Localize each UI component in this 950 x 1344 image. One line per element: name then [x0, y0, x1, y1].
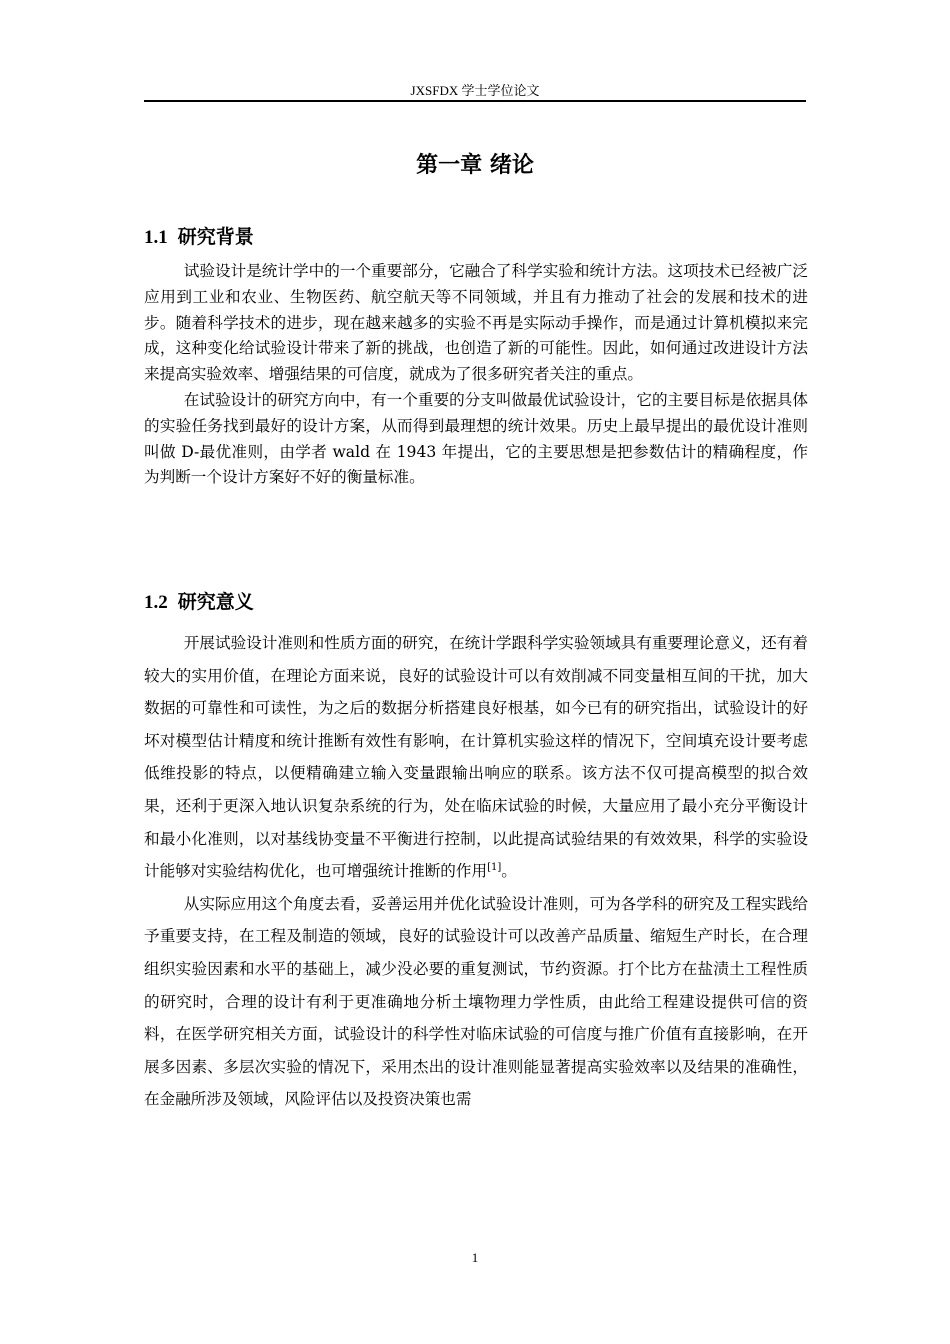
section-heading-1-1	[144, 222, 254, 249]
page-number: 1	[471, 1250, 479, 1265]
paragraph: 在试验设计的研究方向中，有一个重要的分支叫做最优试验设计，它的主要目标是依据具体的实验任务找到最好的设计方案，从而得到最理想的统计效果。历史上最早提出的最优设计准则叫做 D-最优准则，由学者 wald 在 1943 年提出，它的主要思想是把参数估计的精确程度，作为判断一个设计方案好不好的衡量标准。	[144, 390, 808, 487]
section-1-1-body	[144, 259, 808, 491]
paragraph: 从实际应用这个角度去看，妥善运用并优化试验设计准则，可为各学科的研究及工程实践给予重要支持，在工程及制造的领域，良好的试验设计可以改善产品质量、缩短生产时长，在合理组织实验因素和水平的基础上，减少没必要的重复测试，节约资源。打个比方在盐渍土工程性质的研究时，合理的设计有利于更准确地分析土壤物理力学性质，由此给工程建设提供可信的资料，在医学研究相关方面，试验设计的科学性对临床试验的可信度与推广价值有直接影响，在开展多因素、多层次实验的情况下，采用杰出的设计准则能显著提高实验效率以及结果的准确性，在金融所涉及领域，风险评估以及投资决策也需	[144, 894, 808, 1109]
section-heading-1-2	[144, 587, 254, 614]
section-title-text: 研究背景	[177, 226, 254, 248]
chapter-title: 第一章 绪论	[416, 153, 534, 178]
running-header: JXSFDX 学士学位论文	[410, 83, 540, 98]
header-divider	[144, 100, 806, 102]
section-1-2-body	[144, 627, 808, 1116]
section-number: 1.1	[144, 227, 168, 248]
citation-marker: [1]	[487, 861, 502, 873]
paragraph-text: 开展试验设计准则和性质方面的研究，在统计学跟科学实验领域具有重要理论意义，还有着较大的实用价值，在理论方面来说，良好的试验设计可以有效削减不同变量相互间的干扰，加大数据的可靠性和可读性，为之后的数据分析搭建良好根基，如今已有的研究指出，试验设计的好坏对模型估计精度和统计推断有效性有影响，在计算机实验这样的情况下，空间填充设计要考虑低维投影的特点，以便精确建立输入变量跟输出响应的联系。该方法不仅可提高模型的拟合效果，还利于更深入地认识复杂系统的行为，处在临床试验的时候，大量应用了最小充分平衡设计和最小化准则，以对基线协变量不平衡进行控制，以此提高试验结果的有效效果，科学的实验设计能够对实验结构优化，也可增强统计推断的作用	[144, 634, 808, 881]
section-title-text: 研究意义	[177, 591, 254, 613]
section-number: 1.2	[144, 592, 168, 613]
paragraph	[144, 627, 808, 888]
paragraph: 试验设计是统计学中的一个重要部分，它融合了科学实验和统计方法。这项技术已经被广泛应用到工业和农业、生物医药、航空航天等不同领域，并且有力推动了社会的发展和技术的进步。随着科学技术的进步，现在越来越多的实验不再是实际动手操作，而是通过计算机模拟来完成，这种变化给试验设计带来了新的挑战，也创造了新的可能性。因此，如何通过改进设计方法来提高实验效率、增强结果的可信度，就成为了很多研究者关注的重点。	[144, 262, 808, 384]
paragraph-end: 。	[501, 862, 517, 881]
